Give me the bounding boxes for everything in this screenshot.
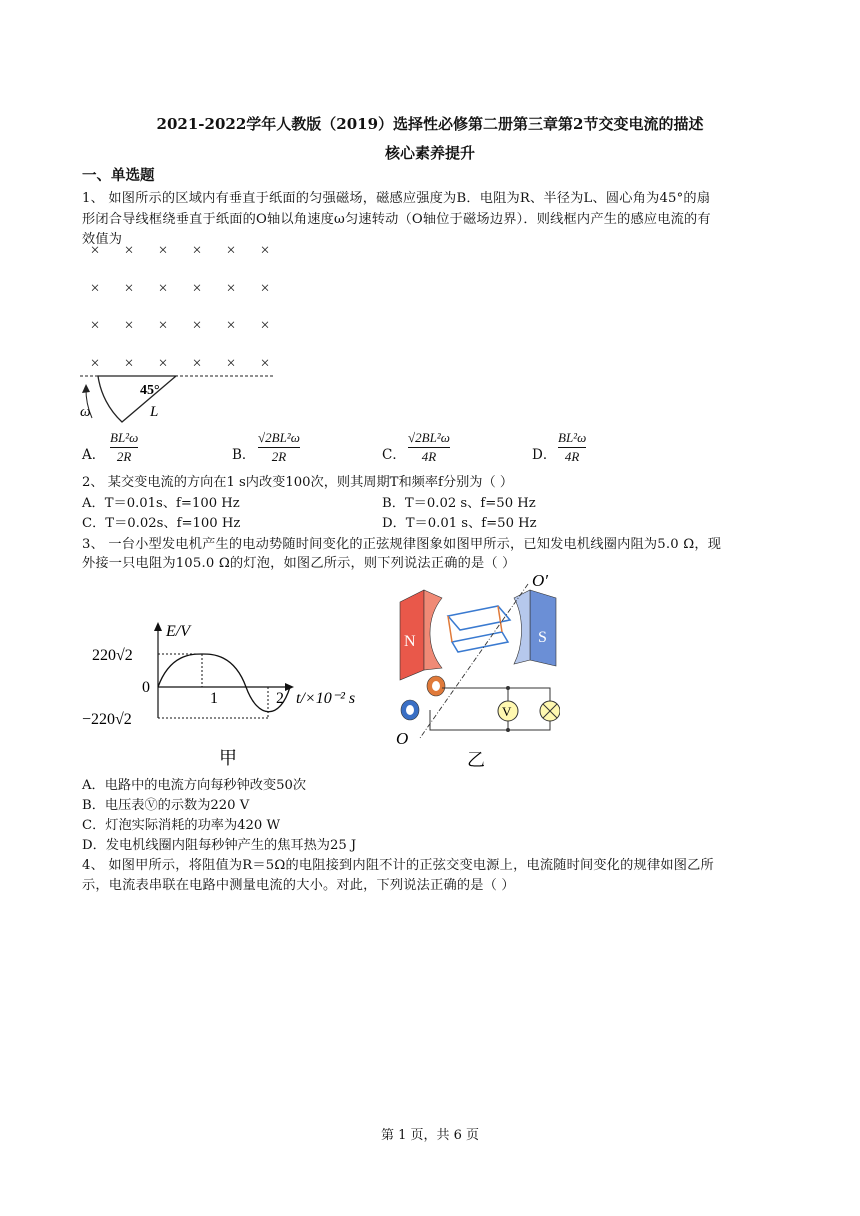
magnetic-field-figure bbox=[78, 238, 278, 428]
svg-text:×: × bbox=[90, 317, 100, 334]
q2-option-c[interactable]: C．T＝0.02s、f=100 Hz bbox=[82, 516, 241, 531]
q1-stem-line2: 形闭合导线框绕垂直于纸面的O轴以角速度ω匀速转动（O轴位于磁场边界）．则线框内产生的感应电流的有 bbox=[82, 212, 711, 227]
generator-diagram bbox=[390, 568, 560, 770]
svg-text:×: × bbox=[192, 280, 202, 297]
svg-text:×: × bbox=[90, 280, 100, 297]
generator-caption: 乙 bbox=[467, 750, 485, 770]
doc-subtitle: 核心素养提升 bbox=[384, 144, 475, 162]
q3-option-c[interactable]: C．灯泡实际消耗的功率为420 W bbox=[82, 818, 281, 833]
q1-stem-line3: 效值为 bbox=[82, 232, 123, 247]
field-cross-row-3 bbox=[90, 317, 269, 334]
field-cross-row-1 bbox=[90, 242, 269, 259]
svg-text:×: × bbox=[260, 355, 270, 372]
south-magnet bbox=[530, 590, 556, 666]
svg-text:×: × bbox=[192, 317, 202, 334]
svg-text:×: × bbox=[158, 280, 168, 297]
q1-option-b-denominator: 2R bbox=[271, 449, 287, 464]
rotation-arrowhead bbox=[82, 384, 90, 393]
graph-y-arrow bbox=[154, 622, 162, 631]
doc-title: 2021-2022学年人教版（2019）选择性必修第二册第三章第2节交变电流的描述 bbox=[156, 115, 704, 133]
q1-option-c-numerator: √2BL²ω bbox=[408, 430, 450, 445]
q1-option-d-numerator: BL²ω bbox=[558, 430, 587, 445]
svg-text:×: × bbox=[226, 242, 236, 259]
svg-text:×: × bbox=[90, 355, 100, 372]
q3-option-b[interactable]: B．电压表Ⓥ的示数为220 V bbox=[82, 798, 250, 813]
q3-stem-line2: 外接一只电阻为105.0 Ω的灯泡，如图乙所示，则下列说法正确的是（ ） bbox=[82, 556, 516, 571]
sector-loop bbox=[98, 376, 176, 422]
section-heading: 一、单选题 bbox=[82, 167, 155, 184]
field-cross-row-2 bbox=[90, 280, 269, 297]
graph-zero-label: 0 bbox=[142, 679, 150, 696]
q1-option-a[interactable] bbox=[110, 430, 138, 465]
axis-label-bottom: O bbox=[396, 729, 409, 748]
svg-text:×: × bbox=[192, 355, 202, 372]
q1-option-b[interactable] bbox=[258, 430, 300, 465]
q4-stem-line2: 示，电流表串联在电路中测量电流的大小。对此，下列说法正确的是（ ） bbox=[82, 878, 515, 893]
q1-option-c[interactable] bbox=[408, 430, 450, 465]
q4-stem-line1: 4、 如图甲所示，将阻值为R＝5Ω的电阻接到内阻不计的正弦交变电源上，电流随时间变化的规律如图乙所 bbox=[82, 858, 714, 873]
svg-text:×: × bbox=[226, 317, 236, 334]
q1-option-d-denominator: 4R bbox=[564, 449, 580, 464]
coil-loop bbox=[448, 606, 510, 652]
svg-text:×: × bbox=[226, 280, 236, 297]
radius-label: L bbox=[150, 404, 159, 420]
q1-option-b-label: B． bbox=[232, 447, 256, 463]
svg-text:×: × bbox=[226, 355, 236, 372]
circuit-wire bbox=[430, 688, 550, 730]
q1-option-d-label: D． bbox=[532, 447, 557, 463]
svg-text:×: × bbox=[158, 317, 168, 334]
q2-option-b[interactable]: B．T＝0.02 s、f=50 Hz bbox=[382, 496, 536, 511]
svg-text:×: × bbox=[124, 355, 134, 372]
q1-option-a-label: A． bbox=[82, 447, 106, 463]
svg-text:×: × bbox=[260, 280, 270, 297]
sine-curve bbox=[158, 654, 290, 712]
q3-stem-line1: 3、 一台小型发电机产生的电动势随时间变化的正弦规律图象如图甲所示，已知发电机线圈内阻为5.0 Ω，现 bbox=[82, 537, 722, 552]
svg-text:×: × bbox=[158, 355, 168, 372]
svg-text:×: × bbox=[158, 242, 168, 259]
page-footer: 第 1 页，共 6 页 bbox=[380, 1128, 480, 1143]
south-pole-label: S bbox=[538, 629, 547, 646]
angle-label: 45° bbox=[140, 383, 160, 398]
q1-option-b-numerator: √2BL²ω bbox=[258, 430, 300, 445]
emf-time-graph bbox=[82, 618, 372, 770]
svg-text:×: × bbox=[260, 317, 270, 334]
graph-y-label: E/V bbox=[166, 623, 190, 640]
voltmeter-label: V bbox=[502, 704, 512, 719]
graph-caption: 甲 bbox=[219, 748, 237, 768]
svg-text:×: × bbox=[90, 242, 100, 259]
graph-ymax-label: 220√2 bbox=[92, 647, 133, 664]
svg-text:×: × bbox=[124, 242, 134, 259]
graph-ymin-label: −220√2 bbox=[82, 711, 132, 728]
graph-x-label: t/×10⁻² s bbox=[296, 690, 356, 707]
q2-option-a[interactable]: A．T＝0.01s、f=100 Hz bbox=[82, 496, 240, 511]
svg-text:×: × bbox=[124, 317, 134, 334]
svg-text:×: × bbox=[260, 242, 270, 259]
q1-option-c-label: C． bbox=[382, 447, 406, 463]
graph-tick-2: 2 bbox=[276, 690, 284, 707]
axis-label-top: O′ bbox=[532, 571, 548, 590]
q2-option-d[interactable]: D．T＝0.01 s、f=50 Hz bbox=[382, 516, 537, 531]
graph-tick-1: 1 bbox=[210, 690, 218, 707]
svg-text:×: × bbox=[192, 242, 202, 259]
q2-stem: 2、 某交变电流的方向在1 s内改变100次，则其周期T和频率f分别为（ ） bbox=[82, 475, 514, 490]
q1-option-d[interactable] bbox=[558, 430, 586, 465]
field-cross-row-4 bbox=[90, 355, 269, 372]
q1-option-a-denominator: 2R bbox=[116, 449, 132, 464]
north-pole-label: N bbox=[404, 633, 416, 650]
q3-option-a[interactable]: A．电路中的电流方向每秒钟改变50次 bbox=[82, 778, 307, 793]
svg-text:×: × bbox=[124, 280, 134, 297]
omega-label: ω bbox=[80, 404, 91, 420]
q1-option-a-numerator: BL²ω bbox=[110, 430, 139, 445]
q3-option-d[interactable]: D．发电机线圈内阻每秒钟产生的焦耳热为25 J bbox=[82, 838, 357, 853]
q1-option-c-denominator: 4R bbox=[421, 449, 437, 464]
q1-stem-line1: 1、 如图所示的区域内有垂直于纸面的匀强磁场，磁感应强度为B．电阻为R、半径为L、圆心角为45°的扇 bbox=[82, 191, 711, 206]
